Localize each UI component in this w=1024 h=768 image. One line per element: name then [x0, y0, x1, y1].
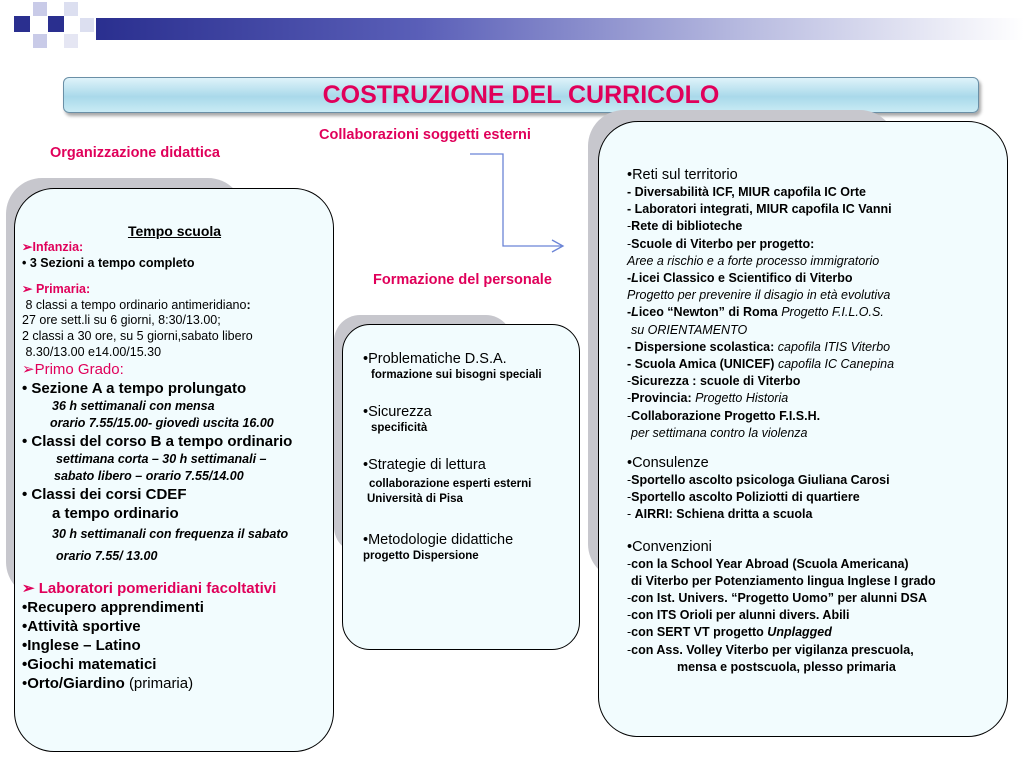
strategie-item: •Strategie di lettura [363, 457, 486, 473]
reti-item: su ORIENTAMENTO [631, 322, 748, 337]
sezione-a: • Sezione A a tempo prolungato [22, 380, 247, 398]
reti-item: -Rete di biblioteche [627, 219, 743, 234]
arrow-bullet-icon: ➢ [22, 580, 35, 598]
reti-item: - Dispersione scolastica: capofila ITIS Viterbo [627, 339, 891, 354]
reti-item: - Laboratori integrati, MIUR capofila IC Vanni [627, 202, 892, 217]
reti-item: -Liceo “Newton” di Roma Progetto F.I.L.O.S. [627, 305, 884, 320]
corsi-cdef: • Classi dei corsi CDEF [22, 486, 187, 504]
sicurezza-detail: specificità [371, 422, 428, 434]
primaria-line: 8 classi a tempo ordinario antimeridiano: [25, 297, 251, 312]
primo-grado-heading: ➢Primo Grado: [22, 361, 124, 379]
reti-item: -Sicurezza : scuole di Viterbo [627, 374, 801, 389]
corso-b-detail: settimana corta – 30 h settimanali – [56, 452, 267, 467]
connector-arrow [470, 148, 570, 258]
sezione-a-detail: 36 h settimanali con mensa [52, 399, 215, 414]
reti-item: Aree a rischio e a forte processo immigratorio [627, 253, 880, 268]
corso-b: • Classi del corso B a tempo ordinario [22, 433, 293, 451]
reti-item: - Diversabilità ICF, MIUR capofila IC Orte [627, 185, 866, 199]
convenzioni-item: -con Ass. Volley Viterbo per vigilanza prescuola, [627, 642, 914, 657]
middle-panel-content [363, 350, 578, 563]
corsi-cdef-detail: orario 7.55/ 13.00 [56, 549, 158, 564]
decorative-gradient-bar [96, 18, 1024, 40]
convenzioni-item: -con SERT VT progetto Unplagged [627, 625, 832, 640]
convenzioni-item: mensa e postscuola, plesso primaria [677, 659, 896, 674]
strategie-detail: collaborazione esperti esterni [369, 478, 532, 490]
consulenze-item: -Sportello ascolto psicologa Giuliana Carosi [627, 473, 890, 488]
reti-item: per settimana contro la violenza [631, 425, 808, 440]
label-organizzazione: Organizzazione didattica [50, 145, 220, 161]
dsa-item: •Problematiche D.S.A. [363, 351, 507, 367]
decorative-square [14, 16, 30, 32]
convenzioni-item: -con la School Year Abroad (Scuola Americana) [627, 556, 909, 571]
decorative-square [33, 2, 47, 16]
decorative-square [80, 18, 94, 32]
laboratorio-item: •Inglese – Latino [22, 637, 141, 655]
primaria-line: 2 classi a 30 ore, su 5 giorni,sabato libero [22, 328, 253, 343]
decorative-square [64, 34, 78, 48]
primaria-line: 8.30/13.00 e14.00/15.30 [25, 344, 162, 359]
title-bar [63, 77, 979, 113]
corsi-cdef-detail: a tempo ordinario [52, 505, 179, 523]
corso-b-detail: sabato libero – orario 7.55/14.00 [54, 469, 244, 484]
decorative-square [33, 34, 47, 48]
consulenze-item: -Sportello ascolto Poliziotti di quartiere [627, 490, 860, 505]
arrow-bullet-icon: ➢ [22, 240, 33, 254]
primaria-heading: ➢ Primaria: [22, 282, 91, 297]
consulenze-heading: •Consulenze [627, 455, 709, 472]
reti-item: -Scuole di Viterbo per progetto: [627, 236, 815, 251]
convenzioni-item: -con Ist. Univers. “Progetto Uomo” per alunni DSA [627, 591, 928, 606]
reti-item: -Collaborazione Progetto F.I.S.H. [627, 408, 821, 423]
label-collaborazioni: Collaborazioni soggetti esterni [319, 127, 531, 143]
metodologie-detail: progetto Dispersione [363, 550, 479, 562]
sezione-a-detail: orario 7.55/15.00- giovedì uscita 16.00 [50, 416, 274, 431]
laboratorio-item: •Recupero apprendimenti [22, 599, 204, 617]
laboratori-heading: ➢ Laboratori pomeridiani facoltativi [22, 580, 277, 598]
sicurezza-item: •Sicurezza [363, 404, 432, 420]
laboratorio-item: •Attività sportive [22, 618, 141, 636]
consulenze-item: - AIRRI: Schiena dritta a scuola [627, 507, 813, 522]
infanzia-heading: ➢Infanzia: [22, 240, 84, 254]
right-panel-content [627, 166, 997, 676]
decorative-square [64, 2, 78, 16]
dsa-detail: formazione sui bisogni speciali [371, 369, 542, 381]
page-title: COSTRUZIONE DEL CURRICOLO [322, 81, 720, 109]
decorative-square [48, 16, 64, 32]
reti-item: -Licei Classico e Scientifico di Viterbo [627, 271, 853, 286]
reti-item: Progetto per prevenire il disagio in età evolutiva [627, 288, 891, 303]
arrow-bullet-icon: ➢ [22, 361, 35, 379]
primaria-line: 27 ore sett.li su 6 giorni, 8:30/13.00; [22, 313, 221, 328]
convenzioni-item: di Viterbo per Potenziamento lingua Inglese I grado [631, 573, 936, 588]
reti-heading: •Reti sul territorio [627, 167, 738, 183]
arrow-bullet-icon: ➢ [22, 282, 33, 297]
convenzioni-heading: •Convenzioni [627, 538, 712, 555]
strategie-detail: Università di Pisa [367, 493, 463, 505]
laboratorio-item: •Giochi matematici [22, 656, 157, 674]
metodologie-item: •Metodologie didattiche [363, 532, 514, 548]
corsi-cdef-detail: 30 h settimanali con frequenza il sabato [52, 527, 289, 542]
reti-item: - Scuola Amica (UNICEF) capofila IC Canepina [627, 357, 895, 372]
laboratorio-item: •Orto/Giardino (primaria) [22, 675, 194, 693]
reti-item: -Provincia: Progetto Historia [627, 391, 789, 406]
tempo-scuola-heading: Tempo scuola [127, 223, 222, 239]
label-formazione: Formazione del personale [373, 272, 552, 288]
left-panel-content [22, 222, 352, 693]
infanzia-item: • 3 Sezioni a tempo completo [22, 255, 195, 270]
convenzioni-item: -con ITS Orioli per alunni divers. Abili [627, 608, 850, 623]
